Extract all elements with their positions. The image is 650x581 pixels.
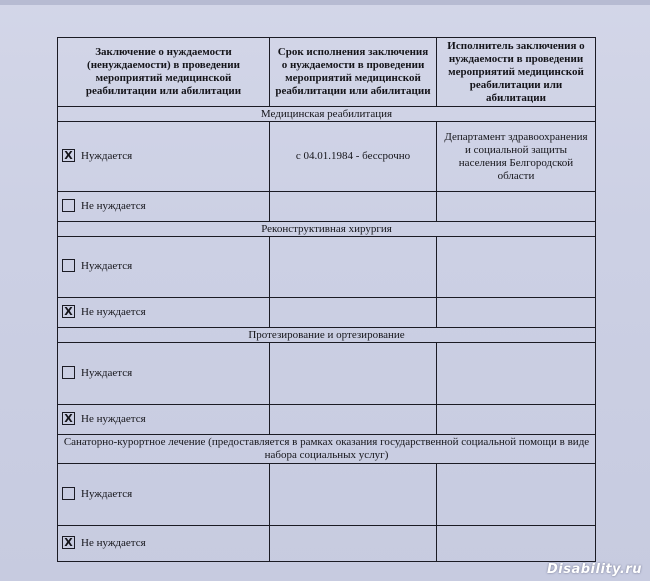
checkbox[interactable]: X bbox=[62, 305, 75, 318]
executor-cell bbox=[437, 298, 596, 328]
option-label: Нуждается bbox=[81, 367, 133, 380]
option-cell bbox=[58, 343, 270, 405]
table-row bbox=[58, 405, 596, 435]
checkbox[interactable] bbox=[62, 487, 75, 500]
site-watermark: Disability.ru bbox=[546, 562, 642, 577]
section-title-surgery: Реконструктивная хирургия bbox=[58, 222, 596, 237]
table-row bbox=[58, 343, 596, 405]
section-title-prosthetics: Протезирование и ортезирование bbox=[58, 328, 596, 343]
term-cell bbox=[270, 405, 437, 435]
table-row bbox=[58, 192, 596, 222]
term-cell bbox=[270, 237, 437, 298]
executor-cell bbox=[437, 526, 596, 562]
option-label: Нуждается bbox=[81, 260, 133, 273]
option-cell bbox=[58, 526, 270, 562]
table-row bbox=[58, 526, 596, 562]
term-cell bbox=[270, 526, 437, 562]
scan-top-edge bbox=[0, 0, 650, 5]
table-row bbox=[58, 298, 596, 328]
section-row bbox=[58, 107, 596, 122]
executor-cell: Департамент здравоохранения и социальной защиты населения Белгородской области bbox=[437, 122, 596, 192]
term-cell bbox=[270, 464, 437, 526]
option-label: Не нуждается bbox=[81, 537, 146, 550]
checkbox[interactable]: X bbox=[62, 536, 75, 549]
checkbox[interactable]: X bbox=[62, 412, 75, 425]
option-label: Не нуждается bbox=[81, 306, 146, 319]
executor-cell bbox=[437, 343, 596, 405]
checkbox[interactable]: X bbox=[62, 149, 75, 162]
term-cell bbox=[270, 343, 437, 405]
term-cell bbox=[270, 192, 437, 222]
section-row bbox=[58, 435, 596, 464]
checkbox[interactable] bbox=[62, 259, 75, 272]
checkbox[interactable] bbox=[62, 366, 75, 379]
option-label: Не нуждается bbox=[81, 413, 146, 426]
table-header-row bbox=[58, 38, 596, 107]
option-label: Не нуждается bbox=[81, 200, 146, 213]
section-row bbox=[58, 328, 596, 343]
executor-cell bbox=[437, 405, 596, 435]
executor-cell bbox=[437, 464, 596, 526]
rehabilitation-table bbox=[57, 37, 596, 562]
option-cell bbox=[58, 237, 270, 298]
term-cell bbox=[270, 298, 437, 328]
option-cell bbox=[58, 298, 270, 328]
term-cell: с 04.01.1984 - бессрочно bbox=[270, 122, 437, 192]
table-row bbox=[58, 122, 596, 192]
option-cell bbox=[58, 405, 270, 435]
table-row bbox=[58, 464, 596, 526]
executor-cell bbox=[437, 237, 596, 298]
section-row bbox=[58, 222, 596, 237]
option-cell bbox=[58, 192, 270, 222]
executor-cell bbox=[437, 192, 596, 222]
section-title-sanatorium: Санаторно-курортное лечение (предоставляется в рамках оказания государственной социальной помощи в виде набора социальных услуг) bbox=[58, 435, 596, 464]
header-executor: Исполнитель заключения о нуждаемости в проведении мероприятий медицинской реабилитации или абилитации bbox=[437, 38, 596, 107]
option-cell bbox=[58, 464, 270, 526]
checkbox[interactable] bbox=[62, 199, 75, 212]
option-label: Нуждается bbox=[81, 150, 133, 163]
header-conclusion: Заключение о нуждаемости (ненуждаемости) в проведении мероприятий медицинской реабилитации или абилитации bbox=[58, 38, 270, 107]
option-cell bbox=[58, 122, 270, 192]
table-row bbox=[58, 237, 596, 298]
section-title-medical: Медицинская реабилитация bbox=[58, 107, 596, 122]
header-term: Срок исполнения заключения о нуждаемости в проведении мероприятий медицинской реабилитации или абилитации bbox=[270, 38, 437, 107]
option-label: Нуждается bbox=[81, 488, 133, 501]
